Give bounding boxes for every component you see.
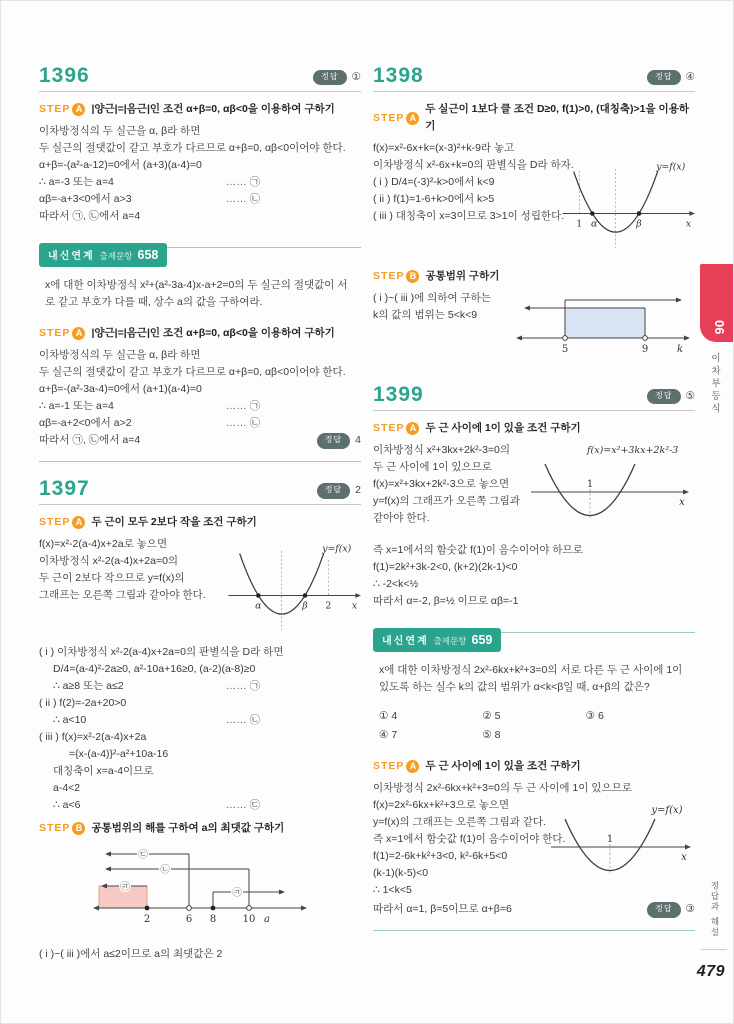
final-line: ( i )~( iii )에서 a≤2이므로 a의 최댓값은 2 <box>39 948 223 961</box>
range-label-c: ㉢ <box>138 849 148 861</box>
answer-choices <box>373 704 695 752</box>
chapter-tab <box>700 264 733 342</box>
step-b-icon: B <box>406 270 419 283</box>
step-a-row: STEP A |양근|=|음근|인 조건 α+β=0, αβ<0을 이용하여 구하기 <box>39 327 335 340</box>
choice-2: ② 5 <box>482 710 501 723</box>
step-label: STEP <box>39 103 71 115</box>
range-diagram-1398 <box>510 288 695 360</box>
linked-problem-658 <box>39 243 361 462</box>
answer-badge: 정답 <box>317 483 350 499</box>
solution-line: α+β=-(a²-3a-4)=0에서 (a+1)(a-4)=0 <box>39 383 202 396</box>
step-b-icon: B <box>72 822 85 835</box>
final-answer-row: 따라서 ㉠, ㉡에서 a=4 정답 4 <box>39 432 361 449</box>
step-a-icon: A <box>406 422 419 435</box>
axis-var-label: a <box>264 914 270 926</box>
range-label-a1: ㉠ <box>120 881 130 893</box>
axis-var-label: k <box>676 344 684 355</box>
step-a-row <box>39 101 361 118</box>
linked-problem-659: 내신연계 출제문항 659 x에 대한 이차방정식 2x²-6kx+k²+3=0의 서로 다른 두 근 사이에 1이 있도록 하는 실수 k의 값의 범위가 α<k<β일 때, α+β의 값은? ① 4 ② 5 ③ 6 ④ 7 ⑤ 8 STEP A 두 근 사이에 1이 있을 조건 구하기 이차방정식 2x²-6kx+k²+3=0의 두 근 사이에 1이 있으므로 f(x)=2x²-6kx+k²+3으로 놓으면 y=f(x)의 그래프는 오른쪽 그림과 같다. 즉 x=1에서 함숫값 f(1)이 음수이어야 한다. f(1)=2-6k+k²+3<0, k²-6k+5<0 (k-1)(k-5)<0 ∴ 1<k<5 1 x y=f(x) 따라서 α=1, β=5이므로 α+β=6 정답 ③ <box>373 628 695 931</box>
linked-problem-pill: 내신연계 출제문항 659 <box>373 628 501 652</box>
number-line-1397 <box>85 842 315 936</box>
question-text: x에 대한 이차방정식 2x²-6kx+k²+3=0의 서로 다른 두 근 사이에 1이 있도록 하는 실수 k의 값의 범위가 α<k<β일 때, α+β의 값은? <box>379 664 683 694</box>
linked-problem-number: 659 <box>471 633 493 647</box>
step-a-icon: A <box>406 760 419 773</box>
stepb-with-figure: ( i )~( iii )에 의하여 구하는 k의 값의 범위는 5<k<9 5 9 k <box>373 290 695 366</box>
step-a-row: STEP A 두 근이 모두 2보다 작을 조건 구하기 <box>39 516 257 529</box>
problem-number: 1398 <box>373 64 424 87</box>
parabola-graph-1397 <box>221 536 361 641</box>
solution-line: αβ=-a+3<0에서 a>3 …… ㉡ <box>39 191 361 208</box>
body-with-figure: 이차방정식 x²+3kx+2k²-3=0의 두 근 사이에 1이 있으므로 f(x)=x²+3kx+2k²-3으로 놓으면 y=f(x)의 그래프가 오른쪽 그림과 같아야 한다. 1 x f(x)=x²+3kx+2k²-3 <box>373 442 695 542</box>
x-axis-label: x <box>681 852 687 864</box>
choice-4: ④ 7 <box>379 729 398 742</box>
chapter-number: 06 <box>712 319 728 334</box>
linked-problem-header <box>373 628 695 652</box>
step-a-icon: A <box>72 516 85 529</box>
svg-text:9: 9 <box>641 344 649 355</box>
range-label-b: ㉡ <box>160 864 170 876</box>
problem-1396-header <box>39 65 361 92</box>
answer-value: ④ <box>685 71 695 83</box>
chapter-title: 이차부등식 <box>709 353 720 416</box>
answer-value: 2 <box>355 484 361 497</box>
x-axis-label: x <box>679 497 685 508</box>
solution-line: ∴ a=-3 또는 a=4 …… ㉠ <box>39 174 361 191</box>
one-label: 1 <box>586 479 594 490</box>
answer-line <box>313 69 361 86</box>
step-b-row: STEP B 공통범위의 해를 구하여 a의 최댓값 구하기 <box>39 822 285 835</box>
answer-badge: 정답 <box>313 70 346 86</box>
answer-value: 4 <box>355 434 361 447</box>
problem-1398-header <box>373 65 695 92</box>
step-a-icon: A <box>72 103 85 116</box>
one-label: 1 <box>606 834 614 846</box>
body-with-figure: f(x)=x²-2(a-4)x+2a로 놓으면 이차방정식 x²-2(a-4)x+2a=0의 두 근이 2보다 작으므로 y=f(x)의 그래프는 오른쪽 그림과 같아야 한다. α β 2 x y=f(x) <box>39 536 361 644</box>
solution-line: ∴ a=-1 또는 a=4 …… ㉠ <box>39 398 361 415</box>
step-title: |양근|=|음근|인 조건 α+β=0, αβ<0을 이용하여 구하기 <box>91 103 335 115</box>
curve-label: y=f(x) <box>322 543 352 555</box>
curve-label: y=f(x) <box>651 805 683 817</box>
case-ref: …… ㉠ <box>225 176 261 188</box>
curve-label: f(x)=x²+3kx+2k²-3 <box>587 445 679 456</box>
case-ref: …… ㉡ <box>225 417 261 430</box>
problem-1399-header <box>373 384 695 411</box>
choice-1: ① 4 <box>379 710 398 723</box>
problem-1398 <box>373 65 695 366</box>
svg-text:2: 2 <box>143 914 151 926</box>
problem-1397-header <box>39 478 361 505</box>
x-axis-label: x <box>685 218 692 230</box>
step-a-icon: A <box>406 112 419 125</box>
svg-text:8: 8 <box>209 914 217 926</box>
answer-badge: 정답 <box>647 389 680 405</box>
alpha-label: α <box>591 218 598 230</box>
number-line-figure <box>39 842 361 942</box>
linked-problem-pill: 내신연계 출제문항 658 <box>39 243 167 267</box>
range-label-a2: ㉠ <box>232 887 242 899</box>
left-column <box>39 65 361 981</box>
header-rule <box>167 247 361 248</box>
footer-section-label: 정답과 해설 <box>710 881 720 938</box>
problem-number: 1397 <box>39 477 90 501</box>
case-ref: …… ㉠ <box>225 400 261 413</box>
one-label: 1 <box>576 218 583 230</box>
step-a-row: STEP A 두 실근이 1보다 클 조건 D≥0, f(1)>0, (대칭축)>1을 이용하기 <box>373 103 689 132</box>
body-with-figure: f(x)=x²-6x+k=(x-3)²+k-9라 놓고 이차방정식 x²-6x+k=0의 판별식을 D라 하자. ( i ) D/4=(-3)²-k>0에서 k<9 ( ii ) f(1)=1-6+k>0에서 k>5 ( iii ) 대칭축이 x=3이므로 3>1이 성립한다. 1 α β x y=f(x) <box>373 140 695 262</box>
linked-problem-number: 658 <box>137 248 159 262</box>
footer-rule <box>701 949 727 950</box>
step-a-row: STEP A 두 근 사이에 1이 있을 조건 구하기 <box>373 422 581 434</box>
right-column <box>373 65 695 947</box>
problem-1399: 1399 정답 ⑤ STEP A 두 근 사이에 1이 있을 조건 구하기 이차방정식 x²+3kx+2k²-3=0의 두 근 사이에 1이 있으므로 f(x)=x²+3kx+2k²-3으로 놓으면 y=f(x)의 그래프가 오른쪽 그림과 같아야 한다. 1 x f(x)=x²+3kx+2k²-3 즉 x=1에서의 함숫값 f(1)이 음수이어야 하므로 f(1)=2k²+3k-2<0, (k+2)(2k-1)<0 ∴ -2<k<½ 따라서 α=-2, β=½ 이므로 αβ=-1 <box>373 383 695 607</box>
alpha-label: α <box>255 600 262 612</box>
parabola-graph-659 <box>545 797 695 892</box>
answer-value: ⑤ <box>685 390 695 402</box>
solution-line: α+β=-(a²-a-12)=0에서 (a+3)(a-4)=0 <box>39 159 202 171</box>
case-ref: …… ㉡ <box>225 193 261 205</box>
solution-line: 이차방정식의 두 실근을 α, β라 하면 <box>39 125 201 137</box>
x-axis-label: x <box>351 600 358 612</box>
beta-label: β <box>636 218 642 230</box>
parabola-graph-1399 <box>525 442 695 537</box>
solution-line: 두 실근의 절댓값이 같고 부호가 다르므로 α+β=0, αβ<0이어야 한다. <box>39 366 346 379</box>
beta-label: β <box>302 600 308 612</box>
page-number: 479 <box>696 963 725 980</box>
svg-text:5: 5 <box>561 344 569 355</box>
step-b-row: STEP B 공통범위 구하기 <box>373 270 500 282</box>
solution-line: 두 실근의 절댓값이 같고 부호가 다르므로 α+β=0, αβ<0이어야 한다. <box>39 142 346 154</box>
solution-line: 이차방정식의 두 실근을 α, β라 하면 <box>39 349 201 362</box>
problem-number: 1399 <box>373 383 424 406</box>
problem-1397: 1397 정답 2 STEP A 두 근이 모두 2보다 작을 조건 구하기 f(x)=x²-2(a-4)x+2a로 놓으면 이차방정식 x²-2(a-4)x+2a=0의 두 근이 2보다 작으므로 y=f(x)의 그래프는 오른쪽 그림과 같아야 한다. α β 2 x y=f(x) ( i ) 이차방정식 x²-2(a-4)x+2a=0의 판별식을 D라 하면 D/4=(a-4)²-2a≥0, a²-10a+16≥0, (a-2)(a-8)≥0 ∴ a≥8 또는 a≤2 …… ㉠ ( ii ) f(2)=-2a+20>0 ∴ a<10 …… ㉡ ( iii ) f(x)=x²-2(a-4)x+2a ={x-(a-4)}²-a²+10a-16 대칭축이 x=a-4이므로 a-4<2 ∴ a<6 …… ㉢ STEP B 공통범위의 해를 구하여 a의 최댓값 구하기 ㉢ ㉡ ㉠ ㉠ 2 6 8 10 a ( i )~( iii )에서 a≤2이므로 a의 최댓값은 2 <box>39 478 361 963</box>
solution-line: αβ=-a+2<0에서 a>2 …… ㉡ <box>39 415 361 432</box>
curve-label: y=f(x) <box>656 161 686 173</box>
parabola-graph-1398 <box>555 154 695 259</box>
answer-badge: 정답 <box>647 70 680 86</box>
step-a-icon: A <box>72 327 85 340</box>
solution-line: 따라서 ㉠, ㉡에서 a=4 <box>39 210 141 222</box>
problem-1396 <box>39 65 361 225</box>
final-answer-row: 따라서 α=1, β=5이므로 α+β=6 정답 ③ <box>373 901 695 918</box>
answer-badge: 정답 <box>317 433 350 449</box>
question-text: x에 대한 이차방정식 x²+(a²-3a-4)x-a+2=0의 두 실근의 절댓값이 서로 같고 부호가 다를 때, 상수 a의 값을 구하여라. <box>45 279 348 309</box>
choice-3: ③ 6 <box>585 710 604 723</box>
svg-text:10: 10 <box>242 914 256 926</box>
choice-5: ⑤ 8 <box>482 729 501 742</box>
answer-value: ① <box>351 71 361 83</box>
answer-badge: 정답 <box>647 902 680 918</box>
answer-value: ③ <box>685 903 695 916</box>
svg-text:6: 6 <box>185 914 193 926</box>
header-rule <box>501 632 695 633</box>
body-with-figure: f(x)=2x²-6kx+k²+3으로 놓으면 y=f(x)의 그래프는 오른쪽 그림과 같다. 즉 x=1에서 함숫값 f(1)이 음수이어야 한다. f(1)=2-6k+k²+3<0, k²-6k+5<0 (k-1)(k-5)<0 ∴ 1<k<5 1 x y=f(x) <box>373 797 695 901</box>
linked-problem-header <box>39 243 361 267</box>
problem-number: 1396 <box>39 64 90 87</box>
two-label: 2 <box>325 600 332 612</box>
step-a-row: STEP A 두 근 사이에 1이 있을 조건 구하기 <box>373 760 581 773</box>
